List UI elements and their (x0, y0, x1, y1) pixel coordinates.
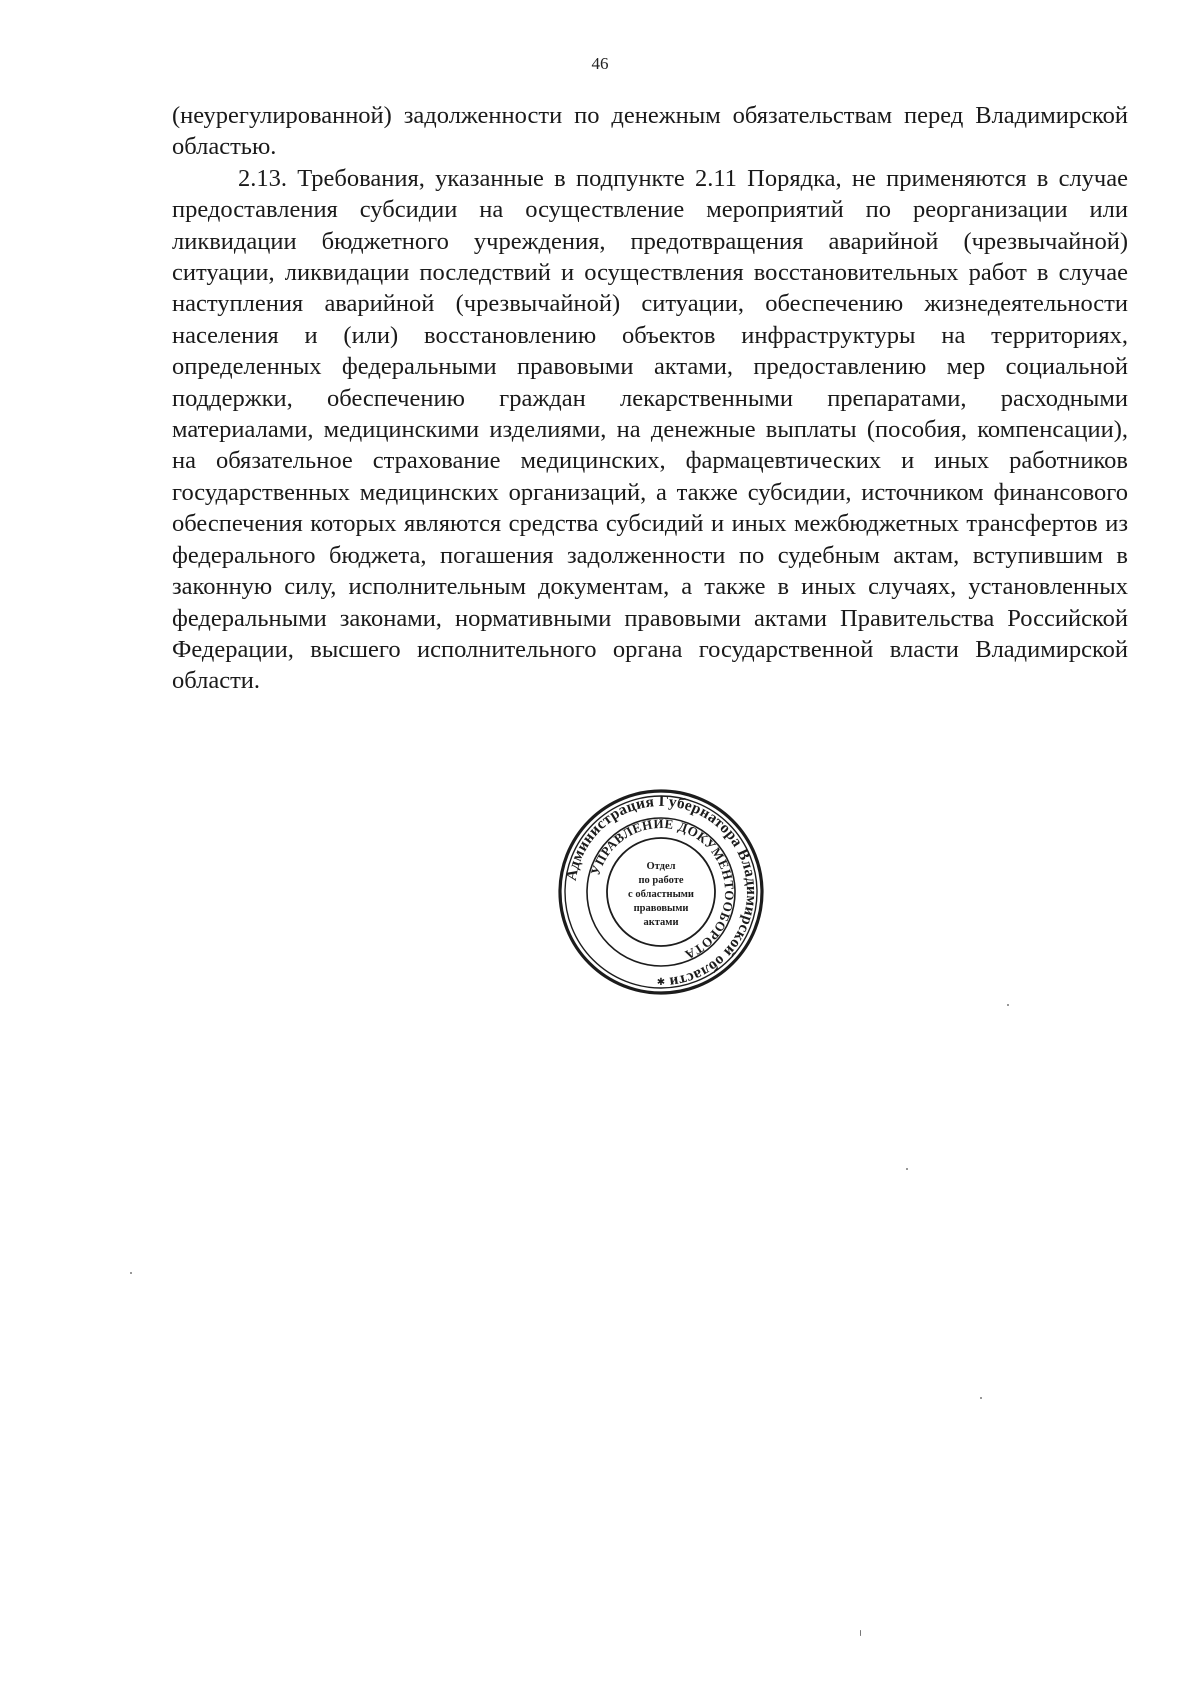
scan-speck (860, 1630, 861, 1636)
scan-speck (130, 1272, 132, 1274)
scan-speck (1007, 1004, 1009, 1006)
seal-center-text (628, 861, 694, 928)
paragraph-continuation: (неурегулированной) задолженности по денежным обязательствам перед Владимирской областью. (172, 102, 1128, 161)
seal-graphic (557, 788, 765, 996)
scan-speck (906, 1168, 908, 1170)
svg-text:актами: актами (643, 917, 679, 928)
svg-text:Отдел: Отдел (646, 861, 676, 872)
svg-text:правовыми: правовыми (633, 903, 689, 914)
seal-outer-text: Администрация Губернатора Владимирской области (562, 792, 761, 991)
svg-text:по работе: по работе (638, 875, 684, 886)
official-seal-stamp (557, 788, 765, 996)
seal-inner-text: УПРАВЛЕНИЕ ДОКУМЕНТООБОРОТА (587, 815, 738, 963)
scan-speck (980, 1397, 982, 1399)
page-number: 46 (591, 54, 609, 73)
seal-star-icon: ✱ (656, 977, 666, 988)
svg-text:с областными: с областными (628, 889, 694, 900)
paragraph-2-13: 2.13. Требования, указанные в подпункте 2.11 Порядка, не применяются в случае предоставления субсидии на осуществление мероприятий по реорганизации или ликвидации бюджетного учреждения, предотвращения аварийной (чрезвычайной) ситуации, ликвидации последствий и осуществления восстановительных работ в случае наступления аварийной (чрезвычайной) ситуации, обеспечению жизнедеятельности населения и (или) восстановлению объектов инфраструктуры на территориях, определенных федеральными правовыми актами, предоставлению мер социальной поддержки, обеспечению граждан лекарственными препаратами, расходными материалами, медицинскими изделиями, на денежные выплаты (пособия, компенсации), на обязательное страхование медицинских, фармацевтических и иных работников государственных медицинских организаций, а также субсидии, источником финансового обеспечения которых являются средства субсидий и иных межбюджетных трансфертов из федерального бюджета, погашения задолженности по судебным актам, вступившим в законную силу, исполнительным документам, а также в иных случаях, установленных федеральными законами, нормативными правовыми актами Правительства Российской Федерации, высшего исполнительного органа государственной власти Владимирской области. (172, 164, 1128, 695)
document-body (172, 100, 1128, 697)
